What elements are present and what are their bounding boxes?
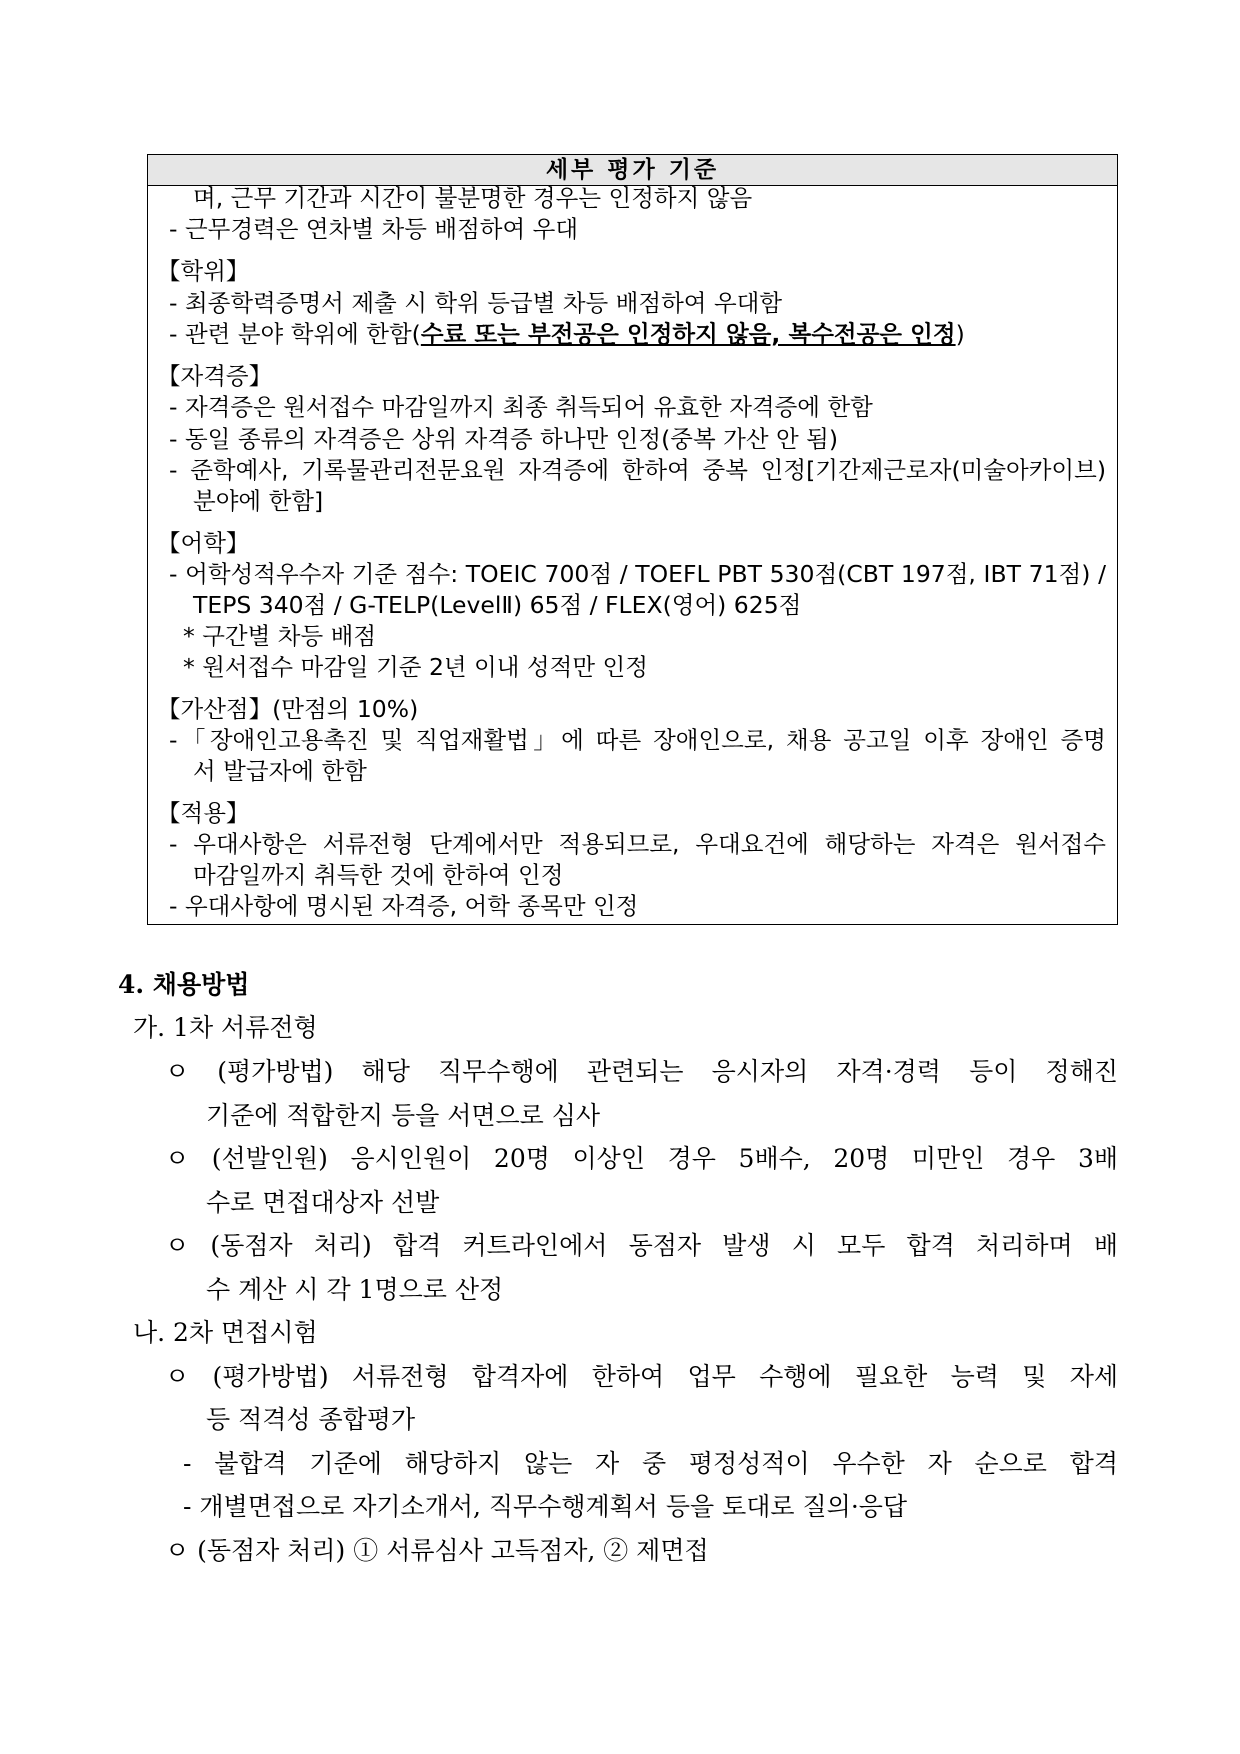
criteria-line: - 우대사항에 명시된 자격증, 어학 종목만 인정 (169, 892, 639, 920)
body-line: 기준에 적합한지 등을 서면으로 심사 (206, 1101, 601, 1130)
criteria-table-header: 세부 평가 기준 (148, 155, 1117, 186)
criteria-line: TEPS 340점 / G-TELP(LevelⅡ) 65점 / FLEX(영어) 625점 (193, 591, 802, 619)
body-line: 등 적격성 종합평가 (206, 1405, 416, 1434)
criteria-line: * 구간별 차등 배점 (183, 622, 377, 650)
section-heading: 4. 채용방법 (118, 970, 250, 999)
criteria-line: - 동일 종류의 자격증은 상위 자격증 하나만 인정(중복 가산 안 됨) (169, 425, 839, 453)
criteria-line: -「장애인고용촉진 및 직업재활법」에 따른 장애인으로, 채용 공고일 이후 장애인 증명 (169, 726, 1106, 754)
criteria-line: 분야에 한함] (193, 487, 324, 515)
criteria-section-title: 【어학】 (157, 529, 250, 557)
body-line: ㅇ (동점자 처리) 합격 커트라인에서 동점자 발생 시 모두 합격 처리하며 배 (165, 1231, 1118, 1260)
body-line: ㅇ (평가방법) 해당 직무수행에 관련되는 응시자의 자격·경력 등이 정해진 (165, 1057, 1118, 1086)
body-line: ㅇ (동점자 처리) ① 서류심사 고득점자, ② 제면접 (165, 1536, 709, 1565)
criteria-section-title: 【학위】 (157, 257, 250, 285)
criteria-line: - 준학예사, 기록물관리전문요원 자격증에 한하여 중복 인정[기간제근로자(미술아카이브) (169, 456, 1106, 484)
criteria-line: 서 발급자에 한함 (193, 757, 367, 785)
body-line: - 불합격 기준에 해당하지 않는 자 중 평정성적이 우수한 자 순으로 합격 (183, 1449, 1118, 1478)
body-line: 수 계산 시 각 1명으로 산정 (206, 1275, 504, 1304)
criteria-table (147, 154, 1118, 925)
subsection-title: 가. 1차 서류전형 (133, 1013, 318, 1042)
criteria-line: - 우대사항은 서류전형 단계에서만 적용되므로, 우대요건에 해당하는 자격은 원서접수 (169, 830, 1106, 858)
criteria-line: - 어학성적우수자 기준 점수: TOEIC 700점 / TOEFL PBT 530점(CBT 197점, IBT 71점) / (169, 560, 1106, 588)
criteria-text: ) (955, 320, 965, 348)
criteria-line: - 최종학력증명서 제출 시 학위 등급별 차등 배점하여 우대함 (169, 289, 783, 317)
subsection-title: 나. 2차 면접시험 (133, 1318, 318, 1347)
criteria-section-title: 【자격증】 (157, 362, 273, 390)
body-line: ㅇ (평가방법) 서류전형 합격자에 한하여 업무 수행에 필요한 능력 및 자세 (165, 1362, 1118, 1391)
body-line: - 개별면접으로 자기소개서, 직무수행계획서 등을 토대로 질의·응답 (183, 1492, 908, 1521)
criteria-line: - 자격증은 원서접수 마감일까지 최종 취득되어 유효한 자격증에 한함 (169, 393, 873, 421)
criteria-line: 며, 근무 기간과 시간이 불분명한 경우는 인정하지 않음 (193, 184, 753, 212)
body-line: ㅇ (선발인원) 응시인원이 20명 이상인 경우 5배수, 20명 미만인 경우 3배 (165, 1144, 1118, 1173)
criteria-underlined-note: 수료 또는 부전공은 인정하지 않음, 복수전공은 인정 (420, 320, 956, 348)
criteria-section-title: 【적용】 (157, 799, 250, 827)
criteria-line: * 원서접수 마감일 기준 2년 이내 성적만 인정 (183, 653, 648, 681)
body-line: 수로 면접대상자 선발 (206, 1188, 440, 1217)
criteria-text: - 관련 분야 학위에 한함( (169, 320, 421, 348)
criteria-line: 마감일까지 취득한 것에 한하여 인정 (193, 861, 564, 889)
criteria-line: - 근무경력은 연차별 차등 배점하여 우대 (169, 215, 579, 243)
criteria-section-title: 【가산점】(만점의 10%) (157, 695, 419, 723)
criteria-line (169, 319, 965, 350)
